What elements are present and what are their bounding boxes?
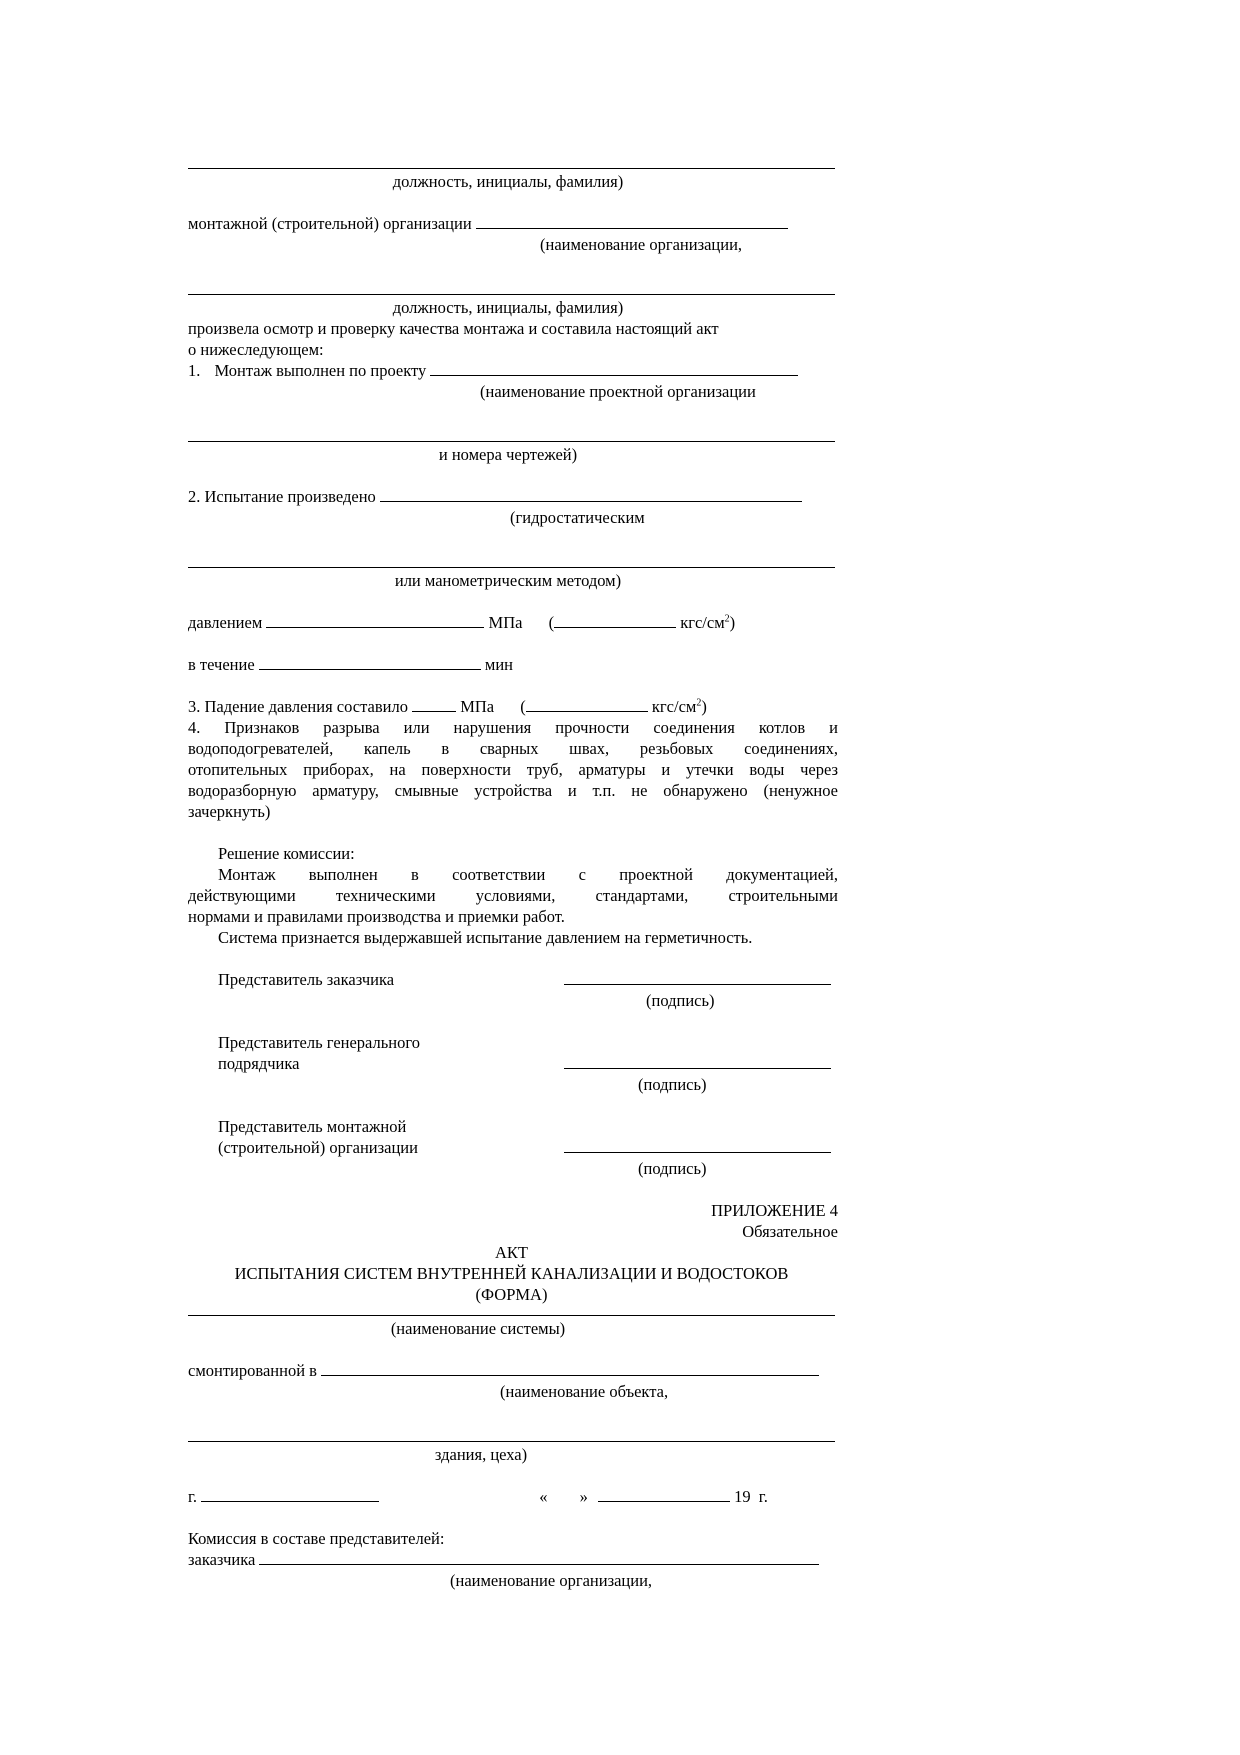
superscript: 2 <box>696 697 702 709</box>
item-1-caption: (наименование проектной организации <box>480 382 756 401</box>
appendix-number: ПРИЛОЖЕНИЕ 4 <box>711 1201 838 1220</box>
inspect-line-2: о нижеследующем: <box>188 340 324 359</box>
pressure-prefix: давлением <box>188 613 263 632</box>
item-4-line-3: отопительных приборах, на поверхности труб, арматуры и утечки воды через <box>188 760 838 779</box>
mounted-prefix: смонтированной в <box>188 1361 317 1380</box>
signature-label-mounting-org: Представитель монтажной <box>218 1117 407 1136</box>
paren-open: ( <box>548 613 555 632</box>
blank-line[interactable] <box>188 294 835 295</box>
item-1-caption-2: и номера чертежей) <box>438 445 578 464</box>
item-1-text: Монтаж выполнен по проекту <box>214 361 427 380</box>
pressure-alt-unit: кгс/см <box>680 613 725 632</box>
decision-p1-line-2: действующими техническими условиями, стандартами, строительными <box>188 886 838 905</box>
signature-caption: (подпись) <box>638 1159 707 1178</box>
org-prefix: монтажной (строительной) организации <box>188 214 472 233</box>
signature-label-general-contractor-2: подрядчика <box>218 1054 300 1073</box>
paren-open: ( <box>520 697 526 716</box>
item-3-text: 3. Падение давления составило <box>188 697 408 716</box>
year-suffix: г. <box>758 1487 768 1506</box>
org-caption: (наименование организации, <box>540 235 743 254</box>
test-method-blank[interactable] <box>380 487 802 502</box>
date-quote-close: » <box>579 1487 588 1506</box>
item-1-number: 1. <box>188 361 201 380</box>
object-caption: (наименование объекта, <box>500 1382 669 1401</box>
city-blank[interactable] <box>201 1487 379 1502</box>
item-1 <box>188 360 798 381</box>
decision-p2: Система признается выдержавшей испытание давлением на герметичность. <box>218 928 753 947</box>
signature-label-mounting-org-2: (строительной) организации <box>218 1138 418 1157</box>
pressure-kgf-blank[interactable] <box>554 613 676 628</box>
signature-label-general-contractor: Представитель генерального <box>218 1033 420 1052</box>
item-2-caption-2: или манометрическим методом) <box>394 571 622 590</box>
item-4-line-4: водоразборную арматуру, смывные устройства и т.п. не обнаружено (ненужное <box>188 781 838 800</box>
duration-prefix: в течение <box>188 655 255 674</box>
act-form-label: (ФОРМА) <box>475 1285 548 1304</box>
caption-position-name: должность, инициалы, фамилия) <box>392 172 624 191</box>
item-3-alt-unit: кгс/см <box>651 697 697 716</box>
item-4-line-1: 4. Признаков разрыва или нарушения прочности соединения котлов и <box>188 718 838 737</box>
item-3 <box>188 696 707 717</box>
blank-line[interactable] <box>188 567 835 568</box>
paren-close: ) <box>729 613 736 632</box>
superscript: 2 <box>724 613 730 625</box>
pressure-line <box>188 612 735 633</box>
org-blank[interactable] <box>476 214 788 229</box>
item-4-line-5: зачеркнуть) <box>188 802 271 821</box>
customer-line <box>188 1549 819 1570</box>
blank-line[interactable] <box>188 1441 835 1442</box>
act-title: АКТ <box>495 1243 528 1262</box>
blank-line[interactable] <box>188 168 835 169</box>
item-2-caption: (гидростатическим <box>510 508 645 527</box>
drop-mpa-blank[interactable] <box>412 697 456 712</box>
signature-line-general-contractor[interactable] <box>564 1068 831 1069</box>
appendix-status: Обязательное <box>742 1222 838 1241</box>
pressure-unit: МПа <box>488 613 523 632</box>
building-caption: здания, цеха) <box>434 1445 528 1464</box>
project-blank[interactable] <box>430 361 798 376</box>
city-prefix: г. <box>188 1487 198 1506</box>
month-blank[interactable] <box>598 1487 730 1502</box>
system-caption: (наименование системы) <box>390 1319 566 1338</box>
org-line <box>188 213 788 234</box>
decision-p1-line-3: нормами и правилами производства и приемки работ. <box>188 907 565 926</box>
caption-position-name: должность, инициалы, фамилия) <box>392 298 624 317</box>
blank-line[interactable] <box>188 441 835 442</box>
item-4-line-2: водоподогревателей, капель в сварных швах, резьбовых соединениях, <box>188 739 838 758</box>
signature-caption: (подпись) <box>638 1075 707 1094</box>
item-3-unit: МПа <box>460 697 495 716</box>
decision-title: Решение комиссии: <box>218 844 355 863</box>
duration-line <box>188 654 513 675</box>
act-subtitle: ИСПЫТАНИЯ СИСТЕМ ВНУТРЕННЕЙ КАНАЛИЗАЦИИ И ВОДОСТОКОВ <box>234 1264 789 1283</box>
pressure-mpa-blank[interactable] <box>266 613 484 628</box>
mounted-line <box>188 1360 819 1381</box>
duration-unit: мин <box>484 655 514 674</box>
city-date-line <box>188 1486 768 1507</box>
decision-p1-line-1: Монтаж выполнен в соответствии с проектной документацией, <box>218 865 838 884</box>
system-blank[interactable] <box>188 1315 835 1316</box>
object-blank[interactable] <box>321 1361 819 1376</box>
year-prefix: 19 <box>734 1487 751 1506</box>
customer-caption: (наименование организации, <box>450 1571 653 1590</box>
item-2 <box>188 486 802 507</box>
commission-title: Комиссия в составе представителей: <box>188 1529 445 1548</box>
signature-line-mounting-org[interactable] <box>564 1152 831 1153</box>
date-quote-open: « <box>539 1487 548 1506</box>
duration-blank[interactable] <box>259 655 481 670</box>
drop-kgf-blank[interactable] <box>526 697 648 712</box>
customer-prefix: заказчика <box>188 1550 256 1569</box>
paren-close: ) <box>701 697 707 716</box>
customer-blank[interactable] <box>259 1550 819 1565</box>
item-2-text: 2. Испытание произведено <box>188 487 376 506</box>
signature-line-customer[interactable] <box>564 984 831 985</box>
signature-caption: (подпись) <box>646 991 715 1010</box>
inspect-line-1: произвела осмотр и проверку качества монтажа и составила настоящий акт <box>188 319 719 338</box>
signature-label-customer: Представитель заказчика <box>218 970 395 989</box>
